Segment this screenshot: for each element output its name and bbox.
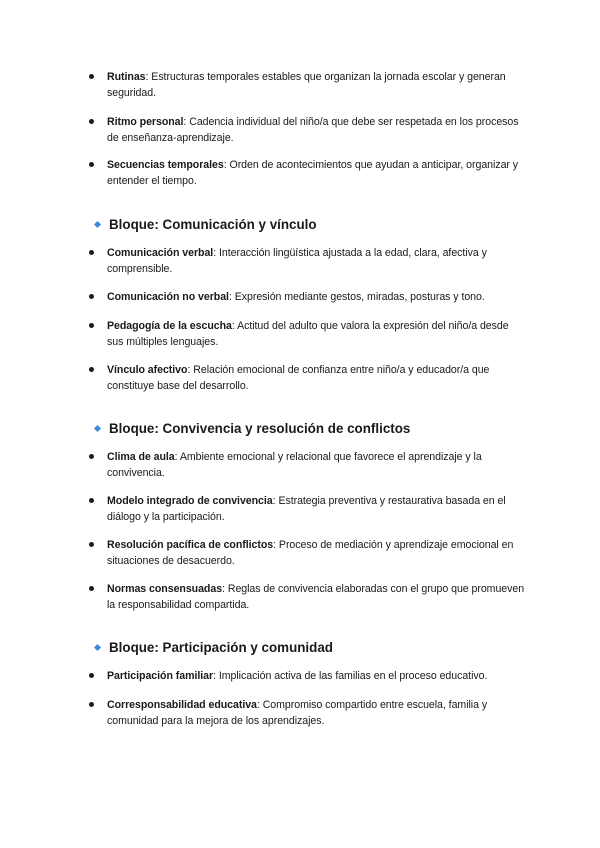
list-item: Normas consensuadas: Reglas de convivencia elaboradas con el grupo que promueven la responsabilidad compartida. <box>107 581 527 613</box>
list-item: Rutinas: Estructuras temporales estables que organizan la jornada escolar y generan seguridad. <box>107 69 527 101</box>
definition: Proceso de mediación y aprendizaje emocional en situaciones de desacuerdo. <box>107 539 514 567</box>
bullet-icon <box>89 586 94 591</box>
section-heading: Bloque: Participación y comunidad <box>95 639 333 657</box>
term: Clima de aula <box>107 451 175 463</box>
list-item: Secuencias temporales: Orden de acontecimientos que ayudan a anticipar, organizar y entender el tiempo. <box>107 157 527 189</box>
list-item: Comunicación verbal: Interacción lingüística ajustada a la edad, clara, afectiva y comprensible. <box>107 245 527 277</box>
list-item: Ritmo personal: Cadencia individual del niño/a que debe ser respetada en los procesos de enseñanza-aprendizaje. <box>107 114 527 146</box>
bullet-icon <box>89 119 94 124</box>
list-item: Comunicación no verbal: Expresión mediante gestos, miradas, posturas y tono. <box>107 289 527 305</box>
list-item: Clima de aula: Ambiente emocional y relacional que favorece el aprendizaje y la convivencia. <box>107 449 527 481</box>
bullet-icon <box>89 498 94 503</box>
term: Normas consensuadas <box>107 583 223 595</box>
term: Comunicación no verbal <box>107 291 229 303</box>
bullet-icon <box>89 323 94 328</box>
list-item: Resolución pacífica de conflictos: Proceso de mediación y aprendizaje emocional en situaciones de desacuerdo. <box>107 537 527 569</box>
term: Ritmo personal <box>107 116 184 128</box>
bullet-icon <box>89 367 94 372</box>
term: Participación familiar <box>107 670 214 682</box>
section-heading: Bloque: Comunicación y vínculo <box>95 216 317 234</box>
bullet-icon <box>89 250 94 255</box>
diamond-bullet-icon <box>94 425 101 432</box>
term: Vínculo afectivo <box>107 364 188 376</box>
term: Resolución pacífica de conflictos <box>107 539 274 551</box>
definition: Actitud del adulto que valora la expresión del niño/a desde sus múltiples lenguajes. <box>107 320 509 348</box>
definition: Ambiente emocional y relacional que favorece el aprendizaje y la convivencia. <box>107 451 482 479</box>
bullet-icon <box>89 162 94 167</box>
definition: Orden de acontecimientos que ayudan a anticipar, organizar y entender el tiempo. <box>107 159 519 187</box>
definition: Expresión mediante gestos, miradas, posturas y tono. <box>234 291 485 303</box>
list-item: Vínculo afectivo: Relación emocional de confianza entre niño/a y educador/a que constituye base del desarrollo. <box>107 362 527 394</box>
definition: Implicación activa de las familias en el proceso educativo. <box>218 670 488 682</box>
term: Modelo integrado de convivencia <box>107 495 273 507</box>
term: Corresponsabilidad educativa <box>107 699 257 711</box>
bullet-icon <box>89 454 94 459</box>
list-item: Corresponsabilidad educativa: Compromiso compartido entre escuela, familia y comunidad para la mejora de los aprendizajes. <box>107 697 527 729</box>
definition: Cadencia individual del niño/a que debe ser respetada en los procesos de enseñanza-aprendizaje. <box>107 116 519 144</box>
definition: Estrategia preventiva y restaurativa basada en el diálogo y la participación. <box>107 495 506 523</box>
bullet-icon <box>89 702 94 707</box>
list-item: Modelo integrado de convivencia: Estrategia preventiva y restaurativa basada en el diálogo y la participación. <box>107 493 527 525</box>
bullet-icon <box>89 294 94 299</box>
bullet-icon <box>89 542 94 547</box>
term: Rutinas <box>107 71 146 83</box>
section-heading: Bloque: Convivencia y resolución de conflictos <box>95 420 410 438</box>
list-item: Participación familiar: Implicación activa de las familias en el proceso educativo. <box>107 668 527 684</box>
bullet-icon <box>89 74 94 79</box>
definition: Relación emocional de confianza entre niño/a y educador/a que constituye base del desarrollo. <box>107 364 490 392</box>
definition: Compromiso compartido entre escuela, familia y comunidad para la mejora de los aprendizajes. <box>107 699 488 727</box>
term: Secuencias temporales <box>107 159 224 171</box>
definition: Reglas de convivencia elaboradas con el grupo que promueven la responsabilidad compartida. <box>107 583 525 611</box>
definition: Interacción lingüística ajustada a la edad, clara, afectiva y comprensible. <box>107 247 487 275</box>
term: Pedagogía de la escucha <box>107 320 232 332</box>
list-item: Pedagogía de la escucha: Actitud del adulto que valora la expresión del niño/a desde sus múltiples lenguajes. <box>107 318 527 350</box>
bullet-icon <box>89 673 94 678</box>
diamond-bullet-icon <box>94 644 101 651</box>
diamond-bullet-icon <box>94 221 101 228</box>
definition: Estructuras temporales estables que organizan la jornada escolar y generan seguridad. <box>107 71 506 99</box>
term: Comunicación verbal <box>107 247 214 259</box>
